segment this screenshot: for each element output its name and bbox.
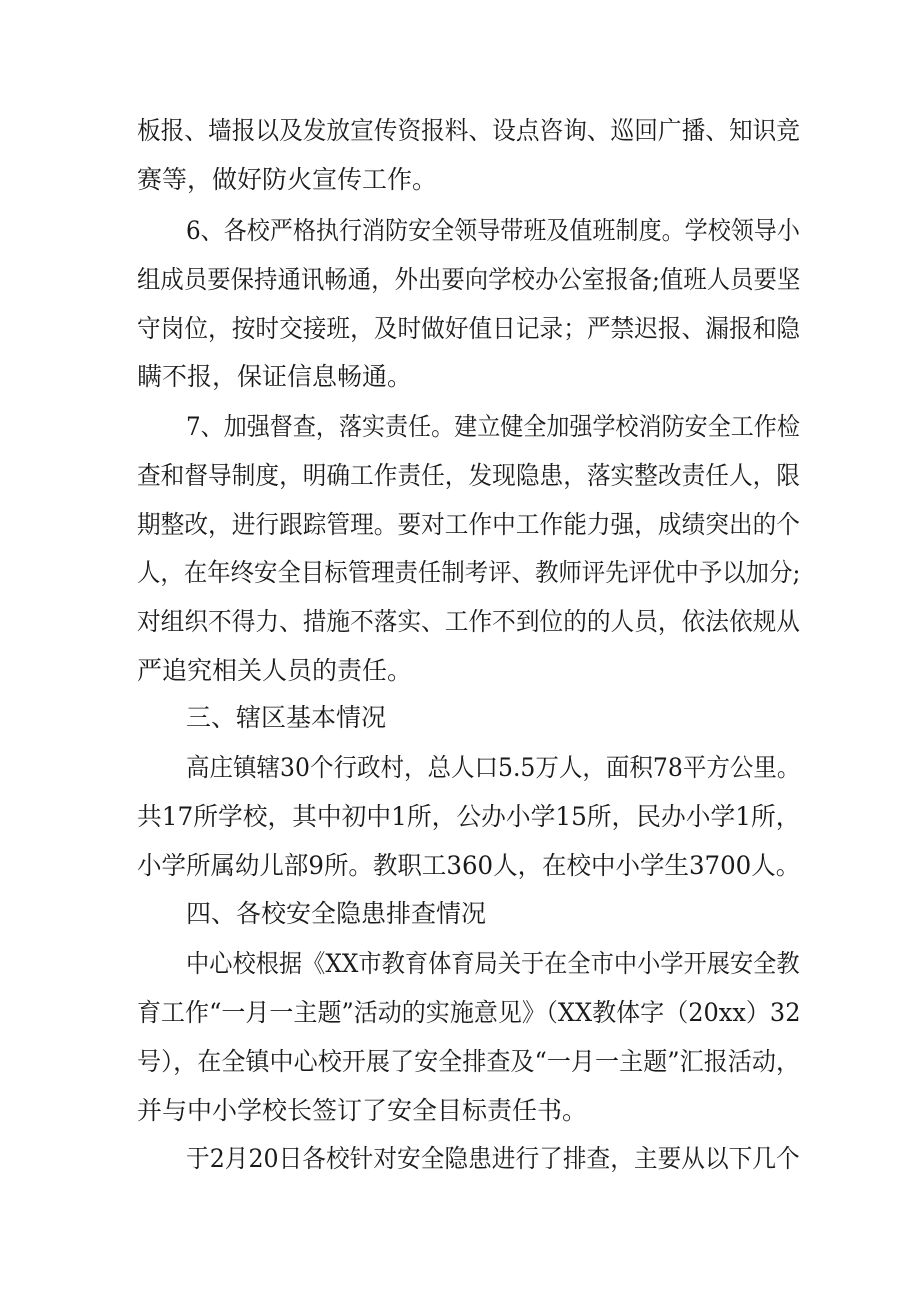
text-line: 板报、墙报以及发放宣传资报料、设点咨询、巡回广播、知识竞 — [137, 116, 800, 145]
text-line: 瞒不报，保证信息畅通。 — [137, 362, 413, 391]
text-line: 人，在年终安全目标管理责任制考评、教师评先评优中予以加分; — [137, 558, 801, 587]
text-line: 组成员要保持通讯畅通，外出要向学校办公室报备;值班人员要坚 — [137, 265, 801, 294]
text-line: 6、各校严格执行消防安全领导带班及值班制度。学校领导小 — [186, 216, 800, 245]
text-line: 号），在全镇中心校开展了安全排查及“一月一主题”汇报活动， — [137, 1047, 801, 1076]
text-line: 并与中小学校长签订了安全目标责任书。 — [137, 1096, 588, 1125]
text-line: 育工作“一月一主题”活动的实施意见》（XX教体字（20xx）32 — [137, 998, 801, 1027]
section-heading: 三、辖区基本情况 — [186, 703, 387, 732]
text-line: 对组织不得力、措施不落实、工作不到位的的人员，依法依规从 — [137, 607, 800, 636]
text-line: 严追究相关人员的责任。 — [137, 656, 413, 685]
text-line: 于2月20日各校针对安全隐患进行了排查，主要从以下几个 — [186, 1144, 800, 1173]
text-line: 高庄镇辖30个行政村，总人口5.5万人，面积78平方公里。 — [186, 753, 801, 782]
text-line: 共17所学校，其中初中1所，公办小学15所，民办小学1所， — [137, 802, 801, 831]
text-line: 小学所属幼儿部9所。教职工360人，在校中小学生3700人。 — [137, 851, 801, 880]
text-line: 查和督导制度，明确工作责任，发现隐患，落实整改责任人，限 — [137, 461, 800, 490]
text-line: 守岗位，按时交接班，及时做好值日记录；严禁迟报、漏报和隐 — [137, 314, 800, 343]
text-line: 中心校根据《XX市教育体育局关于在全市中小学开展安全教 — [186, 949, 800, 978]
section-heading: 四、各校安全隐患排查情况 — [186, 899, 487, 928]
text-line: 7、加强督查，落实责任。建立健全加强学校消防安全工作检 — [186, 412, 800, 441]
text-line: 期整改，进行跟踪管理。要对工作中工作能力强，成绩突出的个 — [137, 510, 800, 539]
text-line: 赛等，做好防火宣传工作。 — [137, 165, 438, 194]
